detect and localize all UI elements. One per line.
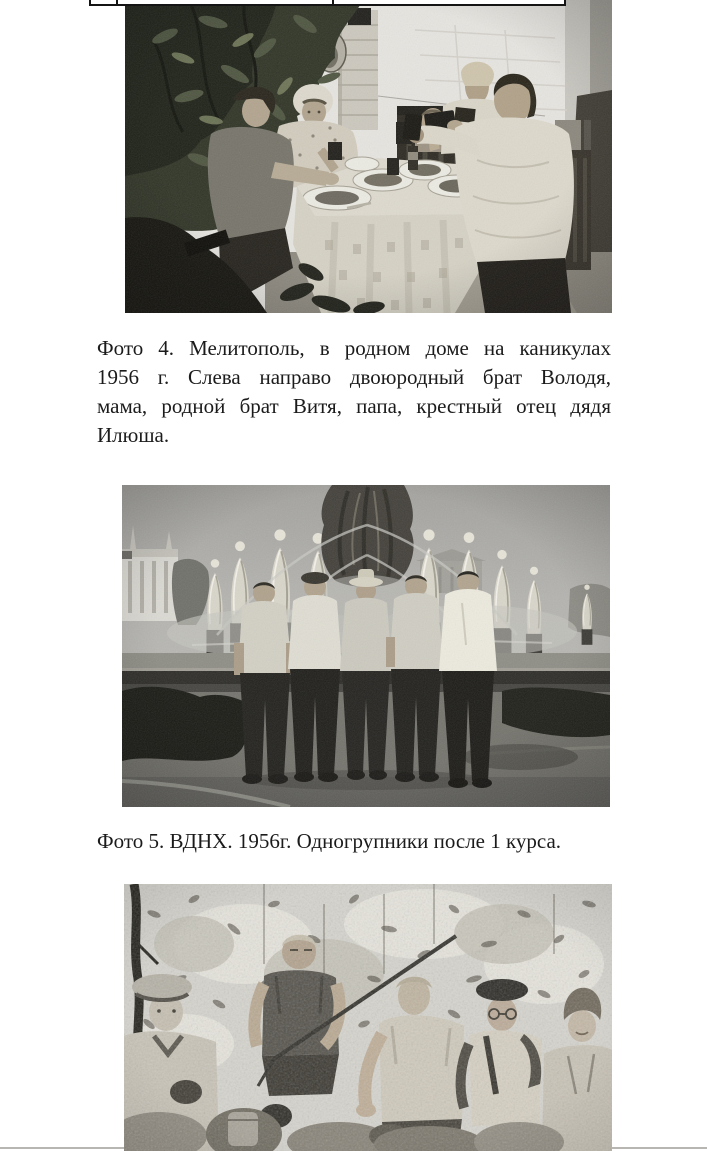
photo-5-caption: Фото 5. ВДНХ. 1956г. Одногрупники после 1 курса. <box>97 829 562 853</box>
photo-4-figure <box>125 0 612 313</box>
caption-line: 1956 г. Слева направо двоюродный брат Володя, <box>97 365 611 389</box>
photo-4-caption <box>97 334 611 450</box>
photo-4-image <box>125 0 612 313</box>
table-column-divider <box>116 0 118 4</box>
photo-6-image <box>124 884 612 1151</box>
table-fragment <box>89 0 566 6</box>
photo-5-figure <box>122 485 610 807</box>
caption-line: мама, родной брат Витя, папа, крестный отец дядя <box>97 394 611 418</box>
photo-5-image <box>122 485 610 807</box>
caption-line: Илюша. <box>97 423 170 447</box>
photo-6-figure <box>124 884 612 1151</box>
caption-line: Фото 4. Мелитополь, в родном доме на каникулах <box>97 336 611 360</box>
table-column-divider <box>332 0 334 4</box>
